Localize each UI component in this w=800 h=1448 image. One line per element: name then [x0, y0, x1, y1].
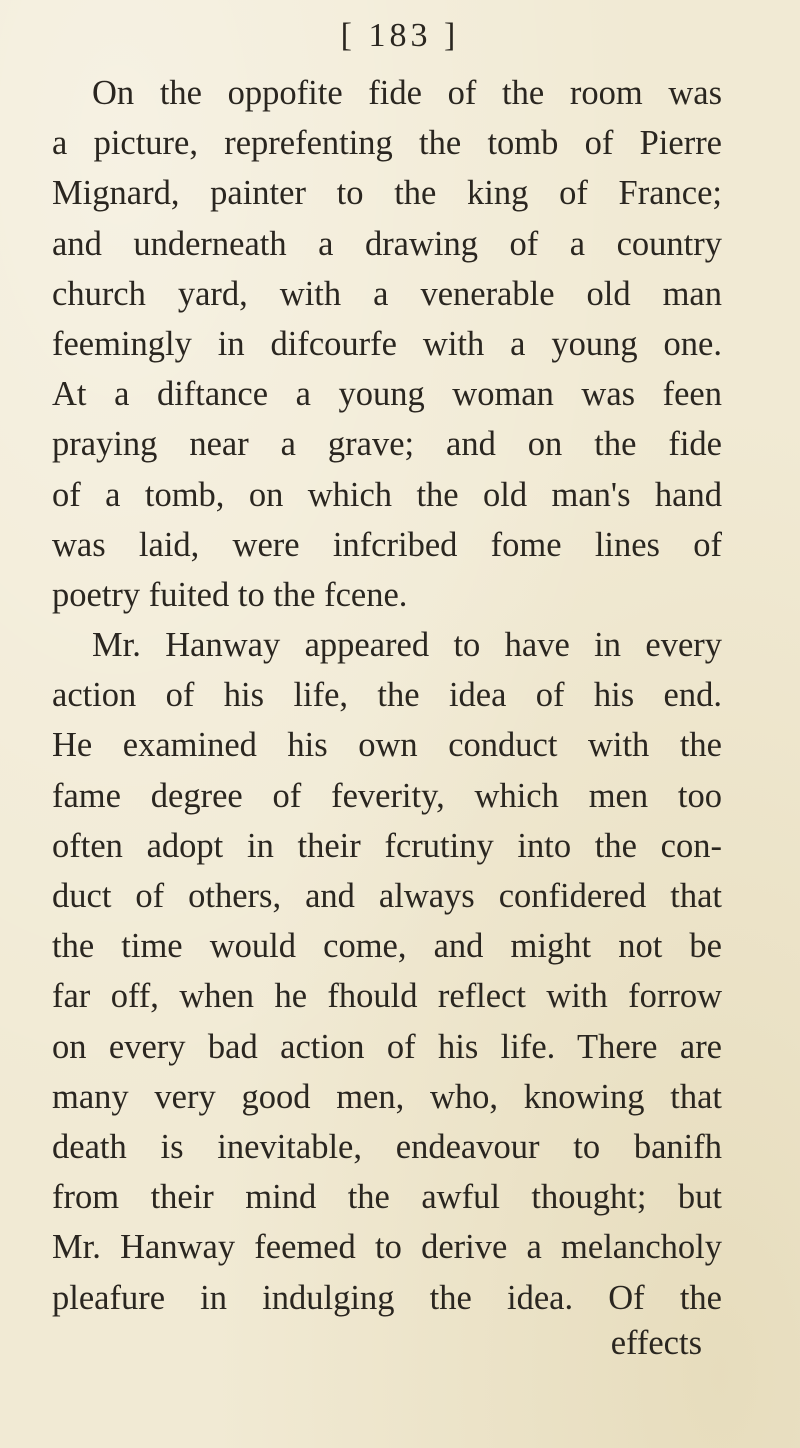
text-line: duct of others, and always confidered that	[52, 877, 722, 915]
text-line: many very good men, who, knowing that	[52, 1077, 722, 1116]
text-line: action of his life, the idea of his end.	[52, 676, 722, 715]
text-line: Mignard, painter to the king of France;	[52, 174, 722, 213]
text-line: At a diftance a young woman was feen	[52, 375, 722, 414]
text-line: often adopt in their fcrutiny into the con-	[52, 826, 722, 865]
text-line: He examined his own conduct with the	[52, 726, 722, 765]
text-line: church yard, with a venerable old man	[52, 274, 722, 313]
page-number: [ 183 ]	[340, 17, 460, 54]
text-line: pleafure in indulging the idea. Of the	[52, 1278, 722, 1317]
text-line: on every bad action of his life. There are	[52, 1027, 722, 1066]
text-line: death is inevitable, endeavour to banifh	[52, 1127, 722, 1166]
text-line: fame degree of feverity, which men too	[52, 776, 722, 815]
text-line: the time would come, and might not be	[52, 927, 722, 966]
text-line: of a tomb, on which the old man's hand	[52, 475, 722, 514]
text-line: Mr. Hanway appeared to have in every	[92, 626, 722, 665]
catchword: effects	[610, 1324, 702, 1362]
text-line: praying near a grave; and on the fide	[52, 425, 722, 464]
text-line: far off, when he fhould reflect with forrow	[52, 977, 722, 1016]
text-line: was laid, were infcribed fome lines of	[52, 525, 722, 564]
body-text	[52, 68, 722, 1323]
text-line: feemingly in difcourfe with a young one.	[52, 324, 722, 363]
text-line: a picture, reprefenting the tomb of Pierre	[52, 124, 722, 163]
text-line: Mr. Hanway feemed to derive a melancholy	[52, 1228, 722, 1267]
text-line: On the oppofite fide of the room was	[92, 74, 722, 112]
text-line: from their mind the awful thought; but	[52, 1178, 722, 1217]
text-line: poetry fuited to the fcene.	[52, 575, 408, 614]
text-line: and underneath a drawing of a country	[52, 224, 722, 263]
